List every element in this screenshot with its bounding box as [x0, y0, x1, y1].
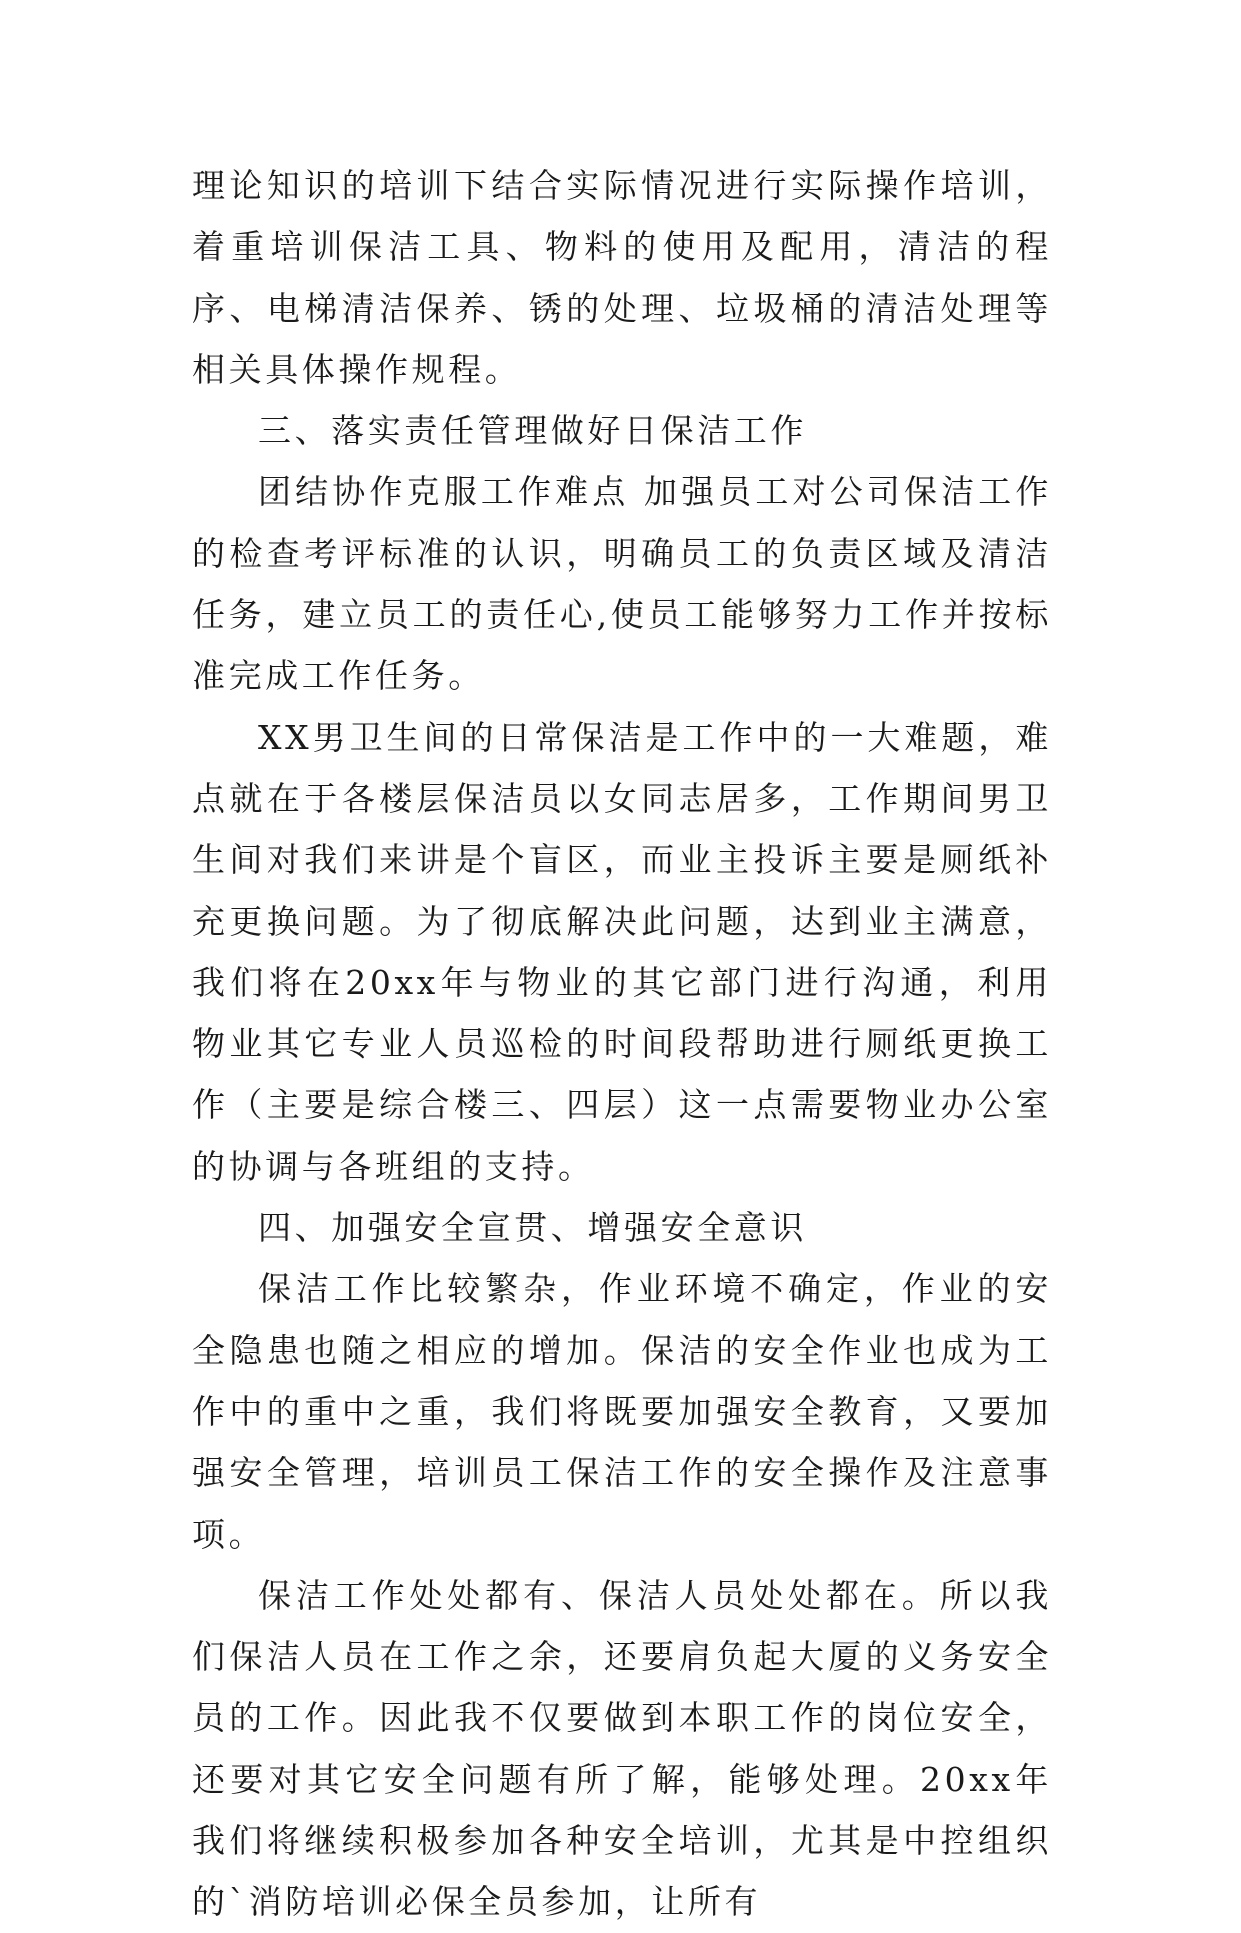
heading-section-four: 四、加强安全宣贯、增强安全意识: [258, 1208, 807, 1248]
paragraph-teamwork: 团结协作克服工作难点 加强员工对公司保洁工作的检查考评标准的认识，明确员工的负责区域及清洁任务，建立员工的责任心,使员工能够努力工作并按标准完成工作任务。: [192, 472, 1052, 696]
document-body: [192, 155, 1052, 1933]
heading-section-three: 三、落实责任管理做好日保洁工作: [258, 411, 807, 451]
paragraph-safety-duties: 保洁工作处处都有、保洁人员处处都在。所以我们保洁人员在工作之余，还要肩负起大厦的义务安全员的工作。因此我不仅要做到本职工作的岗位安全，还要对其它安全问题有所了解，能够处理。20xx年我们将继续积极参加各种安全培训，尤其是中控组织的`消防培训必保全员参加，让所有: [192, 1575, 1052, 1922]
paragraph-safety-hazards: 保洁工作比较繁杂，作业环境不确定，作业的安全隐患也随之相应的增加。保洁的安全作业也成为工作中的重中之重，我们将既要加强安全教育，又要加强安全管理，培训员工保洁工作的安全操作及注意事项。: [192, 1269, 1052, 1554]
paragraph-training-continued: 理论知识的培训下结合实际情况进行实际操作培训，着重培训保洁工具、物料的使用及配用，清洁的程序、电梯清洁保养、锈的处理、垃圾桶的清洁处理等相关具体操作规程。: [192, 166, 1052, 389]
paragraph-restroom-cleaning: XX男卫生间的日常保洁是工作中的一大难题，难点就在于各楼层保洁员以女同志居多，工作期间男卫生间对我们来讲是个盲区，而业主投诉主要是厕纸补充更换问题。为了彻底解决此问题，达到业主满意，我们将在20xx年与物业的其它部门进行沟通，利用物业其它专业人员巡检的时间段帮助进行厕纸更换工作（主要是综合楼三、四层）这一点需要物业办公室的协调与各班组的支持。: [192, 717, 1052, 1186]
